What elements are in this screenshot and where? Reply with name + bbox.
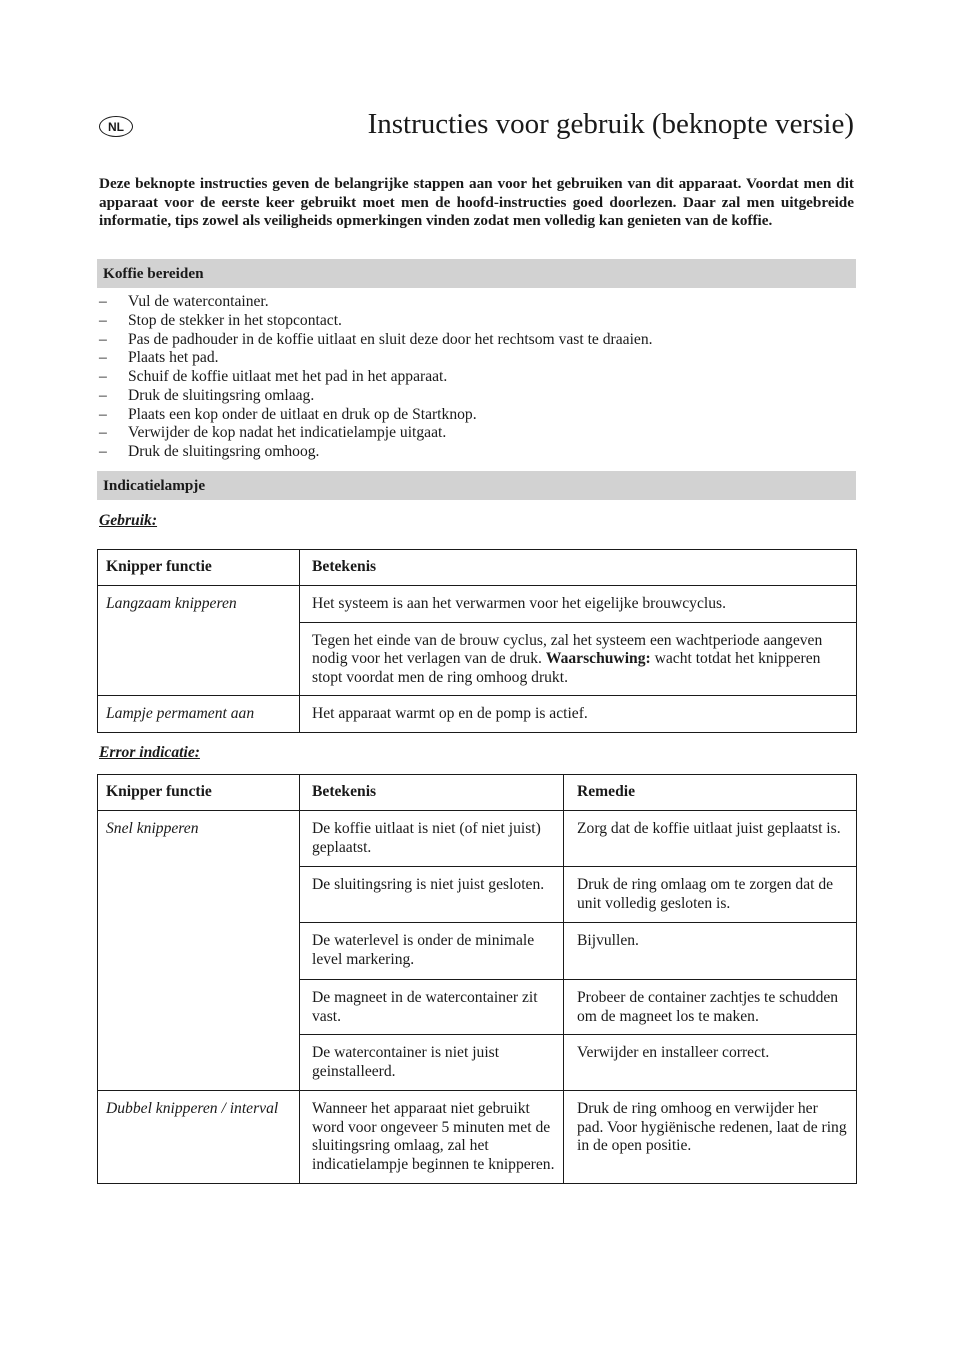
- meaning-cell: De koffie uitlaat is niet (of niet juist) geplaatst.: [300, 811, 564, 867]
- column-header-meaning: Betekenis: [300, 775, 564, 811]
- table-header-row: [98, 550, 857, 586]
- list-item: [99, 406, 854, 425]
- column-header-function: Knipper functie: [98, 550, 300, 586]
- table-row: [98, 696, 857, 733]
- coffee-steps-list: [99, 293, 854, 462]
- step-text: Verwijder de kop nadat het indicatielampje uitgaat.: [128, 424, 447, 442]
- table-header-row: [98, 775, 857, 811]
- step-text: Druk de sluitingsring omlaag.: [128, 386, 315, 404]
- step-text: Stop de stekker in het stopcontact.: [128, 311, 342, 329]
- meaning-cell: De waterlevel is onder de minimale level markering.: [300, 923, 564, 980]
- remedy-cell: Probeer de container zachtjes te schudden om de magneet los te maken.: [564, 980, 857, 1035]
- bullet-dash: –: [99, 424, 107, 442]
- meaning-text: Tegen het einde van de brouw cyclus, zal het systeem een wachtperiode aangeven nodig voor het verlagen van de druk.: [312, 631, 823, 668]
- remedy-cell: Druk de ring omhoog en verwijder her pad. Voor hygiënische redenen, laat de ring in de open positie.: [564, 1091, 857, 1183]
- meaning-cell: De watercontainer is niet juist geinstalleerd.: [300, 1035, 564, 1091]
- usage-table: [97, 549, 857, 733]
- list-item: [99, 443, 854, 462]
- meaning-cell: De magneet in de watercontainer zit vast.: [300, 980, 564, 1035]
- language-badge: NL: [99, 116, 133, 137]
- bullet-dash: –: [99, 293, 107, 310]
- column-header-meaning: Betekenis: [300, 550, 857, 586]
- flash-function-cell: Dubbel knipperen / interval: [98, 1091, 300, 1183]
- list-item: [99, 293, 854, 312]
- list-item: [99, 424, 854, 443]
- flash-function-cell: Langzaam knipperen: [98, 586, 300, 696]
- meaning-text: wacht totdat het knipperen stopt voordat men de ring omhoog drukt.: [312, 650, 821, 686]
- table-row: [98, 586, 857, 623]
- step-text: Pas de padhouder in de koffie uitlaat en sluit deze door het rechtsom vast te draaien.: [128, 330, 653, 348]
- section-heading-indicator: Indicatielampje: [97, 471, 856, 500]
- section-heading-coffee: Koffie bereiden: [97, 259, 856, 288]
- list-item: [99, 387, 854, 406]
- meaning-cell: [300, 622, 857, 696]
- list-item: [99, 349, 854, 368]
- list-item: [99, 331, 854, 350]
- remedy-cell: Druk de ring omlaag om te zorgen dat de unit volledig gesloten is.: [564, 867, 857, 923]
- list-item: [99, 312, 854, 331]
- flash-function-cell: Lampje permament aan: [98, 696, 300, 733]
- bullet-dash: –: [99, 405, 107, 423]
- step-text: Schuif de koffie uitlaat met het pad in het apparaat.: [128, 368, 448, 385]
- step-text: Plaats een kop onder de uitlaat en druk op de Startknop.: [128, 405, 477, 423]
- step-text: Druk de sluitingsring omhoog.: [128, 443, 320, 460]
- page-title: Instructies voor gebruik (beknopte versie): [367, 108, 854, 140]
- bullet-dash: –: [99, 443, 107, 460]
- step-text: Plaats het pad.: [128, 349, 219, 367]
- bullet-dash: –: [99, 330, 107, 348]
- remedy-cell: Verwijder en installeer correct.: [564, 1035, 857, 1091]
- column-header-remedy: Remedie: [564, 775, 857, 811]
- table-row: [98, 811, 857, 867]
- remedy-cell: Bijvullen.: [564, 923, 857, 980]
- bullet-dash: –: [99, 368, 107, 385]
- bullet-dash: –: [99, 311, 107, 329]
- usage-subheading: Gebruik:: [99, 512, 158, 529]
- meaning-cell: Het systeem is aan het verwarmen voor het eigelijke brouwcyclus.: [300, 586, 857, 623]
- table-row: [98, 1091, 857, 1183]
- meaning-cell: De sluitingsring is niet juist gesloten.: [300, 867, 564, 923]
- meaning-cell: Het apparaat warmt op en de pomp is actief.: [300, 696, 857, 733]
- column-header-function: Knipper functie: [98, 775, 300, 811]
- bullet-dash: –: [99, 349, 107, 367]
- step-text: Vul de watercontainer.: [128, 293, 269, 310]
- error-subheading: Error indicatie:: [99, 744, 200, 761]
- meaning-cell: Wanneer het apparaat niet gebruikt word voor ongeveer 5 minuten met de sluitingsring omlaag, zal het indicatielampje beginnen te knipperen.: [300, 1091, 564, 1183]
- list-item: [99, 368, 854, 387]
- bullet-dash: –: [99, 386, 107, 404]
- flash-function-cell: Snel knipperen: [98, 811, 300, 1091]
- error-table: [97, 774, 857, 1184]
- intro-paragraph: Deze beknopte instructies geven de belangrijke stappen aan voor het gebruiken van dit apparaat. Voordat men dit apparaat voor de eerste keer gebruikt moet men de hoofd-instructies goed doorlezen. Daar zal men uitgebreide informatie, tips zowel als veiligheids opmerkingen vinden zodat men volledig kan genieten van de koffie.: [99, 175, 854, 229]
- warning-label: Waarschuwing:: [545, 650, 651, 668]
- remedy-cell: Zorg dat de koffie uitlaat juist geplaatst is.: [564, 811, 857, 867]
